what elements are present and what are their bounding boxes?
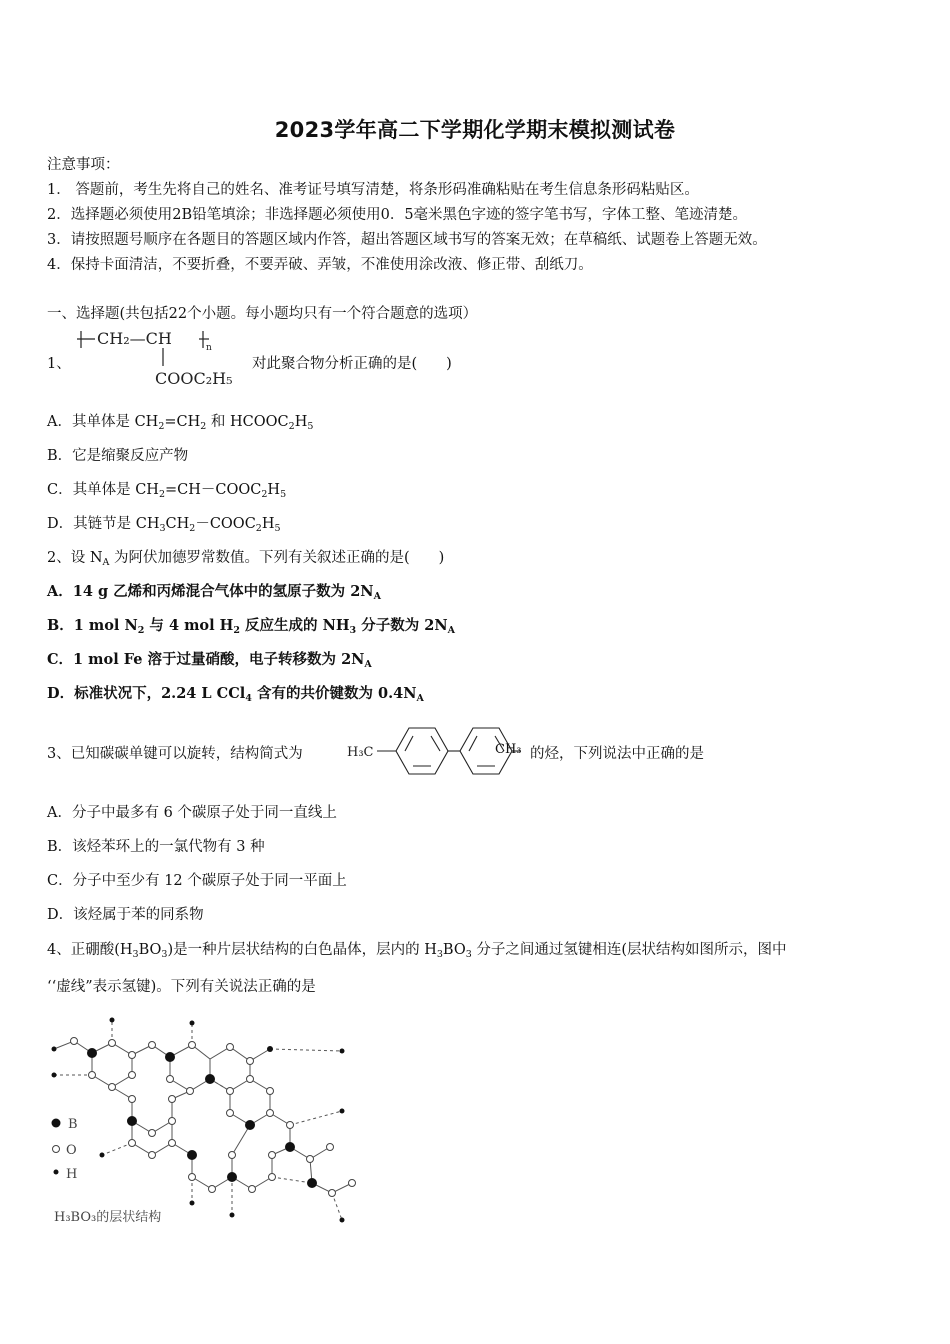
legend-h: H [66, 1167, 78, 1182]
q4-stem-line1: 4、正硼酸$(H_3BO_3)$是一种片层状结构的白色晶体，层内的 $H_3BO_3$ 分子之间通过氢键相连(层状结构如图所示，图中 [47, 942, 787, 960]
q1-option-b: B．它是缩聚反应产物 [47, 448, 189, 464]
q2-option-d: D．标准状况下，2.24 L CCl$_4$ 含有的共价键数为 $0.4N_A$ [47, 685, 424, 704]
notes-heading: 注意事项： [47, 157, 120, 173]
legend-b: B [68, 1117, 78, 1132]
left-methyl: H₃C [347, 745, 374, 760]
q3-option-b: B．该烃苯环上的一氯代物有 3 种 [47, 839, 265, 855]
legend-o: O [66, 1143, 77, 1158]
formula-bottom: COOC₂H₅ [155, 369, 233, 388]
formula-n: n [206, 343, 212, 353]
note-item: 1． 答题前，考生先将自己的姓名、准考证号填写清楚，将条形码准确粘贴在考生信息条形码粘贴区。 [47, 182, 699, 198]
section-heading: 一、选择题(共包括22个小题。每小题均只有一个符合题意的选项） [47, 306, 478, 322]
q2-option-c: C．1 mol Fe 溶于过量硝酸，电子转移数为 $2N_A$ [47, 651, 372, 670]
q1-option-d: D．其链节是 $CH_3CH_2-COOC_2H_5$ [47, 516, 281, 534]
right-methyl: CH₃ [495, 742, 522, 757]
q3-option-a: A．分子中最多有 6 个碳原子处于同一直线上 [47, 805, 337, 821]
polymer-structure-diagram [75, 326, 255, 388]
q1-option-a: A．其单体是 $CH_2=CH_2$ 和 $HCOOC_2H_5$ [47, 414, 314, 432]
q2-stem: 2、设 $N_A$ 为阿伏加德罗常数值。下列有关叙述正确的是( ) [47, 550, 445, 568]
q4-stem-line2: ‘‘虚线”表示氢键)。下列有关说法正确的是 [47, 979, 316, 995]
note-item: 4．保持卡面清洁，不要折叠，不要弄破、弄皱，不准使用涂改液、修正带、刮纸刀。 [47, 257, 593, 273]
q1-option-c: C．其单体是 $CH_2=CH-COOC_2H_5$ [47, 482, 287, 500]
q3-option-c: C．分子中至少有 12 个碳原子处于同一平面上 [47, 873, 347, 889]
q1-stem: 对此聚合物分析正确的是( ) [252, 356, 452, 372]
q1-number: 1、 [47, 356, 71, 372]
q3-option-d: D．该烃属于苯的同系物 [47, 907, 204, 923]
lattice-caption: H₃BO₃的层状结构 [54, 1210, 162, 1225]
q3-stem-post: 的烃，下列说法中正确的是 [530, 746, 704, 762]
q2-option-a: A．14 g 乙烯和丙烯混合气体中的氢原子数为 $2N_A$ [47, 583, 381, 602]
note-item: 3．请按照题号顺序在各题目的答题区域内作答，超出答题区域书写的答案无效；在草稿纸、试题卷上答题无效。 [47, 232, 767, 248]
q2-option-b: B．1 mol $N_2$ 与 4 mol $H_2$ 反应生成的 $NH_3$ 分子数为 $2N_A$ [47, 617, 455, 636]
formula-top: CH₂—CH [97, 329, 172, 348]
note-item: 2．选择题必须使用2B铅笔填涂；非选择题必须使用0．5毫米黑色字迹的签字笔书写，字体工整、笔迹清楚。 [47, 207, 748, 223]
page-title: 2023学年高二下学期化学期末模拟测试卷 [274, 118, 676, 142]
q3-stem-pre: 3、已知碳碳单键可以旋转，结构简式为 [47, 746, 303, 762]
boric-acid-lattice-diagram [42, 1015, 362, 1230]
